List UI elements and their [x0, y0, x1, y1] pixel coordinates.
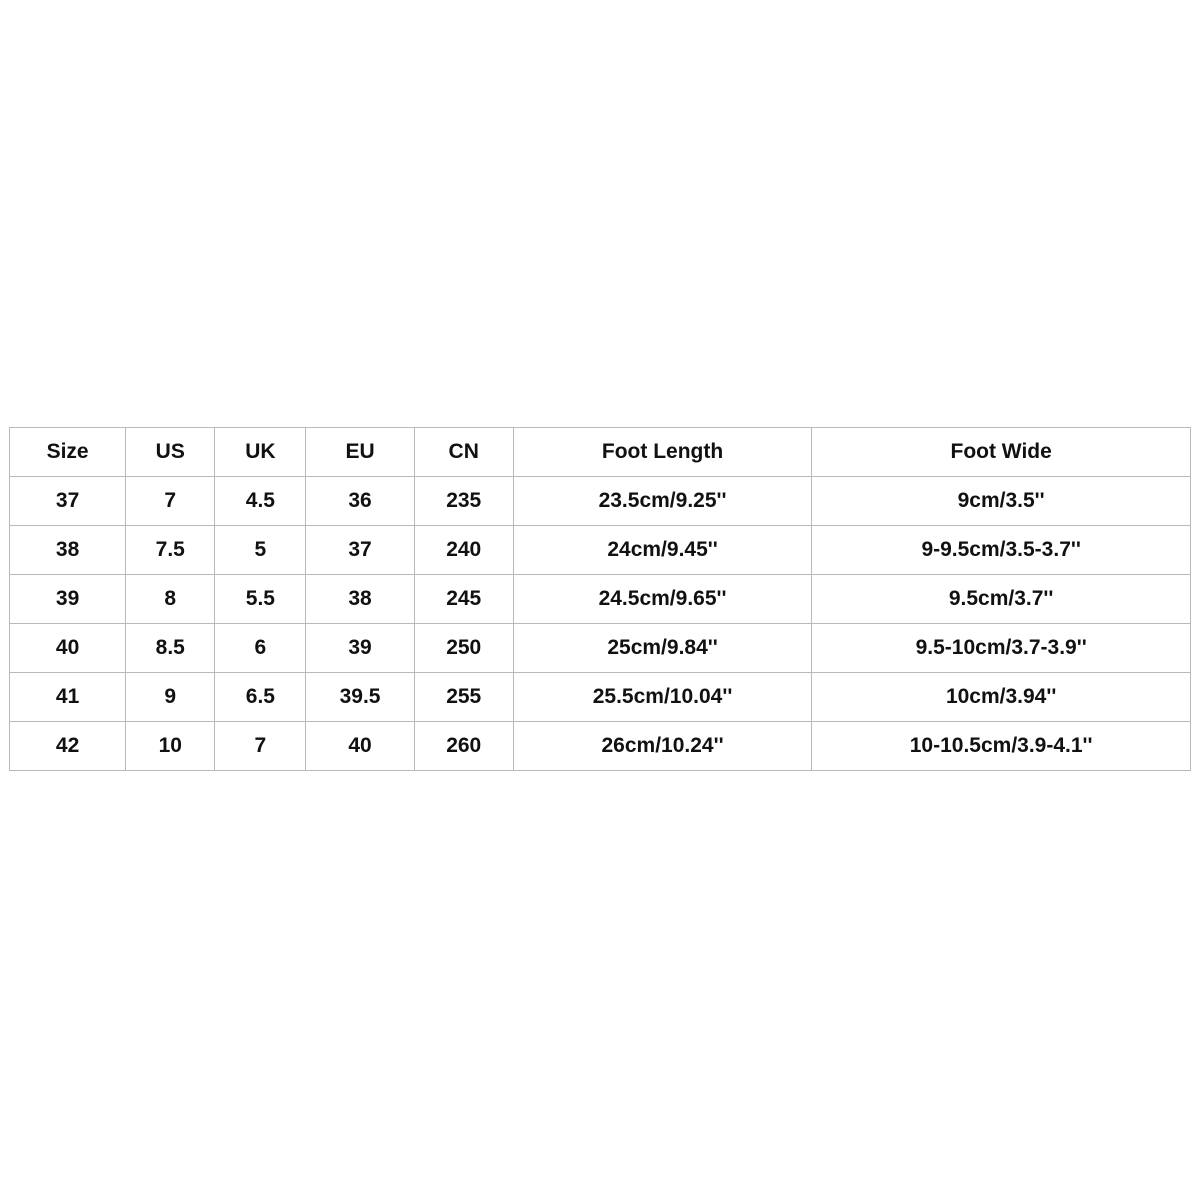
cell-us: 7.5 — [126, 526, 215, 575]
table-header-row — [10, 428, 1191, 477]
cell-eu: 38 — [306, 575, 414, 624]
cell-cn: 240 — [414, 526, 513, 575]
cell-cn: 260 — [414, 722, 513, 771]
cell-uk: 5 — [215, 526, 306, 575]
cell-size: 40 — [10, 624, 126, 673]
header-size: Size — [10, 428, 126, 477]
cell-us: 7 — [126, 477, 215, 526]
header-eu: EU — [306, 428, 414, 477]
cell-us: 8 — [126, 575, 215, 624]
cell-us: 8.5 — [126, 624, 215, 673]
cell-uk: 4.5 — [215, 477, 306, 526]
cell-foot-wide: 10-10.5cm/3.9-4.1'' — [812, 722, 1191, 771]
cell-cn: 250 — [414, 624, 513, 673]
cell-eu: 39.5 — [306, 673, 414, 722]
cell-size: 42 — [10, 722, 126, 771]
table-row — [10, 477, 1191, 526]
table-row — [10, 526, 1191, 575]
header-us: US — [126, 428, 215, 477]
cell-foot-wide: 10cm/3.94'' — [812, 673, 1191, 722]
cell-uk: 5.5 — [215, 575, 306, 624]
cell-uk: 6 — [215, 624, 306, 673]
cell-cn: 235 — [414, 477, 513, 526]
cell-foot-wide: 9.5-10cm/3.7-3.9'' — [812, 624, 1191, 673]
header-foot-wide: Foot Wide — [812, 428, 1191, 477]
cell-eu: 39 — [306, 624, 414, 673]
cell-size: 41 — [10, 673, 126, 722]
cell-foot-length: 24.5cm/9.65'' — [513, 575, 812, 624]
table-row — [10, 722, 1191, 771]
cell-size: 37 — [10, 477, 126, 526]
cell-uk: 6.5 — [215, 673, 306, 722]
cell-foot-wide: 9cm/3.5'' — [812, 477, 1191, 526]
cell-eu: 36 — [306, 477, 414, 526]
header-uk: UK — [215, 428, 306, 477]
table-row — [10, 624, 1191, 673]
table-row — [10, 575, 1191, 624]
cell-foot-wide: 9-9.5cm/3.5-3.7'' — [812, 526, 1191, 575]
cell-foot-wide: 9.5cm/3.7'' — [812, 575, 1191, 624]
cell-foot-length: 26cm/10.24'' — [513, 722, 812, 771]
cell-us: 10 — [126, 722, 215, 771]
header-foot-length: Foot Length — [513, 428, 812, 477]
cell-cn: 255 — [414, 673, 513, 722]
cell-foot-length: 23.5cm/9.25'' — [513, 477, 812, 526]
cell-foot-length: 25cm/9.84'' — [513, 624, 812, 673]
size-chart-table — [9, 427, 1191, 771]
cell-size: 38 — [10, 526, 126, 575]
cell-cn: 245 — [414, 575, 513, 624]
cell-foot-length: 24cm/9.45'' — [513, 526, 812, 575]
cell-eu: 40 — [306, 722, 414, 771]
cell-us: 9 — [126, 673, 215, 722]
cell-eu: 37 — [306, 526, 414, 575]
cell-foot-length: 25.5cm/10.04'' — [513, 673, 812, 722]
header-cn: CN — [414, 428, 513, 477]
cell-uk: 7 — [215, 722, 306, 771]
cell-size: 39 — [10, 575, 126, 624]
table-row — [10, 673, 1191, 722]
